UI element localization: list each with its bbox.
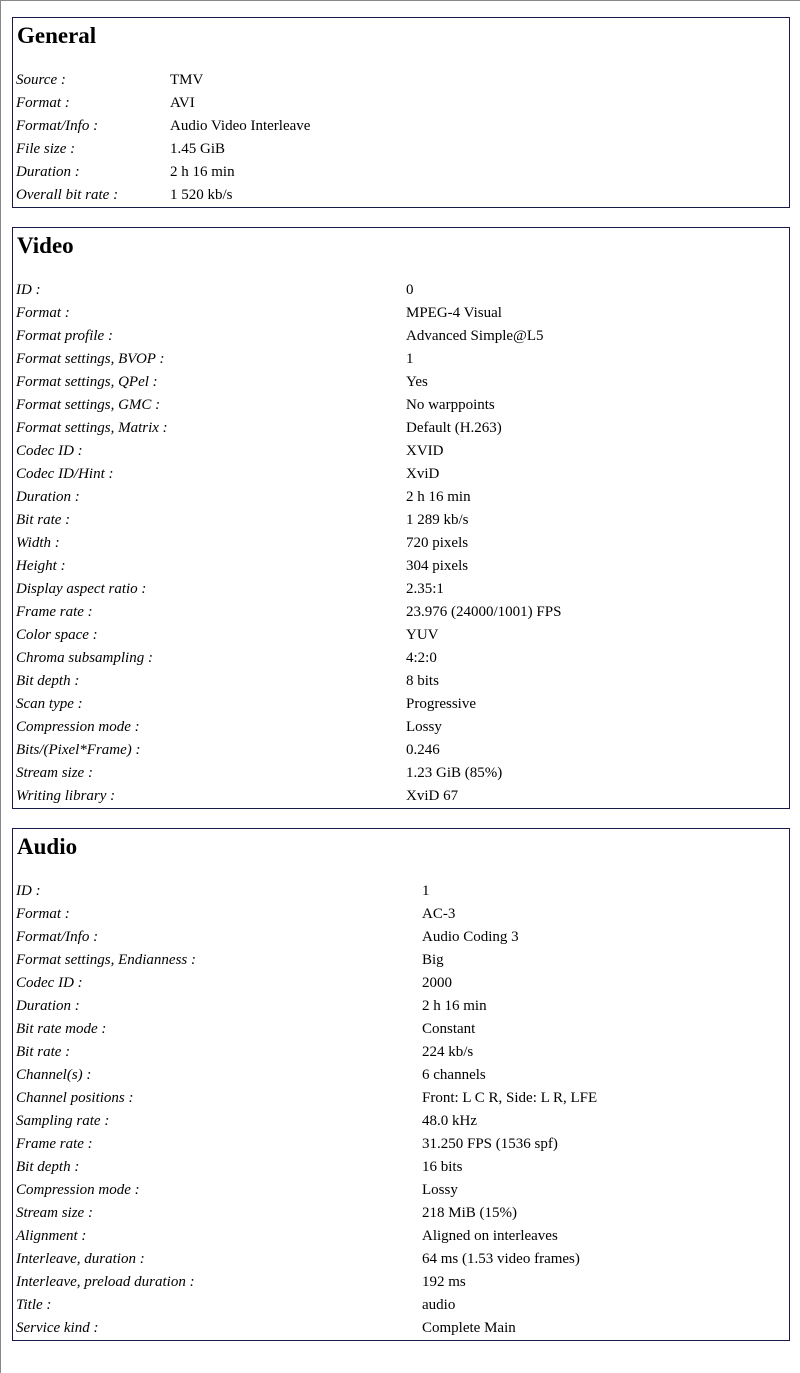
- field-label: Writing library :: [16, 788, 116, 804]
- field-label: Format :: [16, 305, 70, 321]
- field-label: Channel(s) :: [16, 1067, 92, 1083]
- field-value: Lossy: [406, 719, 442, 735]
- field-label: Format :: [16, 95, 70, 111]
- info-row: [16, 371, 786, 394]
- field-value: 218 MiB (15%): [422, 1205, 517, 1221]
- field-value: 48.0 kHz: [422, 1113, 477, 1129]
- field-label: Stream size :: [16, 765, 93, 781]
- field-label: Bit rate :: [16, 512, 71, 528]
- info-row: [16, 1317, 786, 1340]
- field-label: Format settings, Endianness :: [16, 952, 196, 968]
- info-row: [16, 647, 786, 670]
- info-row: [16, 739, 786, 762]
- info-row: [16, 693, 786, 716]
- info-row: [16, 578, 786, 601]
- info-row: [16, 302, 786, 325]
- section-title: Audio: [17, 834, 78, 859]
- section-audio: [12, 828, 790, 1341]
- info-row: [16, 1179, 786, 1202]
- field-value: Yes: [406, 374, 428, 390]
- field-label: Format settings, QPel :: [16, 374, 158, 390]
- field-value: AVI: [170, 95, 195, 111]
- field-label: Format settings, BVOP :: [16, 351, 165, 367]
- field-label: Channel positions :: [16, 1090, 134, 1106]
- field-label: ID :: [16, 883, 41, 899]
- info-row: [16, 1271, 786, 1294]
- info-row: [16, 138, 786, 161]
- info-row: [16, 325, 786, 348]
- field-label: Format settings, GMC :: [16, 397, 161, 413]
- info-row: [16, 762, 786, 785]
- field-label: Width :: [16, 535, 60, 551]
- info-row: [16, 115, 786, 138]
- field-value: MPEG-4 Visual: [406, 305, 502, 321]
- section-title: Video: [17, 233, 74, 258]
- field-label: Bit rate mode :: [16, 1021, 107, 1037]
- field-value: Default (H.263): [406, 420, 502, 436]
- field-label: Format :: [16, 906, 70, 922]
- info-row: [16, 348, 786, 371]
- info-row: [16, 1110, 786, 1133]
- info-rows: [16, 880, 786, 1340]
- section-title: General: [17, 23, 97, 48]
- field-label: Bits/(Pixel*Frame) :: [16, 742, 141, 758]
- field-value: 8 bits: [406, 673, 439, 689]
- field-label: Stream size :: [16, 1205, 93, 1221]
- info-row: [16, 486, 786, 509]
- field-value: 1.45 GiB: [170, 141, 226, 157]
- field-label: Codec ID :: [16, 975, 83, 991]
- field-value: YUV: [406, 627, 439, 643]
- field-value: 6 channels: [422, 1067, 486, 1083]
- field-value: Lossy: [422, 1182, 458, 1198]
- field-label: Format profile :: [16, 328, 113, 344]
- field-value: 224 kb/s: [422, 1044, 474, 1060]
- field-value: 2 h 16 min: [422, 998, 487, 1014]
- info-row: [16, 880, 786, 903]
- info-row: [16, 670, 786, 693]
- info-row: [16, 463, 786, 486]
- window-left-border: [0, 0, 1, 1373]
- field-label: Format/Info :: [16, 118, 99, 134]
- field-value: 16 bits: [422, 1159, 463, 1175]
- field-value: Advanced Simple@L5: [406, 328, 544, 344]
- info-row: [16, 184, 786, 207]
- info-row: [16, 1018, 786, 1041]
- field-label: Frame rate :: [16, 604, 93, 620]
- field-label: Compression mode :: [16, 719, 140, 735]
- field-value: 1 520 kb/s: [170, 187, 233, 203]
- field-label: Chroma subsampling :: [16, 650, 153, 666]
- field-label: Scan type :: [16, 696, 83, 712]
- field-value: 0.246: [406, 742, 440, 758]
- field-label: Display aspect ratio :: [16, 581, 147, 597]
- field-value: 304 pixels: [406, 558, 469, 574]
- section-video: [12, 227, 790, 809]
- field-value: Constant: [422, 1021, 476, 1037]
- field-label: Format settings, Matrix :: [16, 420, 168, 436]
- info-row: [16, 601, 786, 624]
- field-value: 1 289 kb/s: [406, 512, 469, 528]
- info-row: [16, 1064, 786, 1087]
- field-label: Alignment :: [16, 1228, 87, 1244]
- info-row: [16, 417, 786, 440]
- field-label: Interleave, preload duration :: [16, 1274, 195, 1290]
- field-label: Service kind :: [16, 1320, 99, 1336]
- info-row: [16, 1294, 786, 1317]
- field-value: audio: [422, 1297, 456, 1313]
- field-value: Audio Coding 3: [422, 929, 519, 945]
- field-label: File size :: [16, 141, 76, 157]
- info-row: [16, 1133, 786, 1156]
- field-value: TMV: [170, 72, 204, 88]
- field-value: 2.35:1: [406, 581, 444, 597]
- info-row: [16, 92, 786, 115]
- field-value: 2 h 16 min: [170, 164, 235, 180]
- field-value: XVID: [406, 443, 444, 459]
- field-value: Audio Video Interleave: [170, 118, 311, 134]
- field-value: 64 ms (1.53 video frames): [422, 1251, 580, 1267]
- info-rows: [16, 69, 786, 207]
- field-value: 23.976 (24000/1001) FPS: [406, 604, 562, 620]
- field-label: Bit depth :: [16, 1159, 80, 1175]
- field-value: Progressive: [406, 696, 476, 712]
- info-row: [16, 1087, 786, 1110]
- field-value: XviD 67: [406, 788, 459, 804]
- field-value: 1: [406, 351, 414, 367]
- field-label: Duration :: [16, 164, 80, 180]
- info-row: [16, 440, 786, 463]
- info-row: [16, 926, 786, 949]
- field-label: Interleave, duration :: [16, 1251, 145, 1267]
- field-label: Frame rate :: [16, 1136, 93, 1152]
- info-row: [16, 972, 786, 995]
- field-label: Codec ID :: [16, 443, 83, 459]
- field-value: 1: [422, 883, 430, 899]
- info-row: [16, 1041, 786, 1064]
- section-general: [12, 17, 790, 208]
- field-value: XviD: [406, 466, 440, 482]
- field-value: Complete Main: [422, 1320, 516, 1336]
- field-value: 2 h 16 min: [406, 489, 471, 505]
- field-label: Compression mode :: [16, 1182, 140, 1198]
- info-row: [16, 1202, 786, 1225]
- field-label: Duration :: [16, 489, 80, 505]
- info-row: [16, 1248, 786, 1271]
- field-label: Height :: [16, 558, 66, 574]
- info-row: [16, 903, 786, 926]
- field-value: 720 pixels: [406, 535, 469, 551]
- field-value: AC-3: [422, 906, 456, 922]
- field-label: ID :: [16, 282, 41, 298]
- field-value: No warppoints: [406, 397, 495, 413]
- info-row: [16, 279, 786, 302]
- info-row: [16, 949, 786, 972]
- info-rows: [16, 279, 786, 808]
- info-row: [16, 785, 786, 808]
- info-row: [16, 161, 786, 184]
- field-label: Overall bit rate :: [16, 187, 119, 203]
- field-label: Codec ID/Hint :: [16, 466, 114, 482]
- field-value: 2000: [422, 975, 452, 991]
- info-row: [16, 532, 786, 555]
- field-label: Bit rate :: [16, 1044, 71, 1060]
- info-row: [16, 69, 786, 92]
- field-value: 31.250 FPS (1536 spf): [422, 1136, 558, 1152]
- info-row: [16, 555, 786, 578]
- field-value: Front: L C R, Side: L R, LFE: [422, 1090, 598, 1106]
- field-label: Sampling rate :: [16, 1113, 110, 1129]
- info-row: [16, 624, 786, 647]
- field-value: Big: [422, 952, 444, 968]
- field-value: Aligned on interleaves: [422, 1228, 558, 1244]
- info-row: [16, 1225, 786, 1248]
- field-label: Duration :: [16, 998, 80, 1014]
- field-label: Bit depth :: [16, 673, 80, 689]
- field-value: 0: [406, 282, 414, 298]
- info-row: [16, 995, 786, 1018]
- field-label: Title :: [16, 1297, 52, 1313]
- info-row: [16, 716, 786, 739]
- window-top-border: [0, 0, 800, 1]
- field-value: 4:2:0: [406, 650, 437, 666]
- field-label: Format/Info :: [16, 929, 99, 945]
- field-value: 1.23 GiB (85%): [406, 765, 503, 781]
- info-row: [16, 394, 786, 417]
- info-row: [16, 509, 786, 532]
- field-label: Color space :: [16, 627, 98, 643]
- info-row: [16, 1156, 786, 1179]
- field-value: 192 ms: [422, 1274, 466, 1290]
- field-label: Source :: [16, 72, 66, 88]
